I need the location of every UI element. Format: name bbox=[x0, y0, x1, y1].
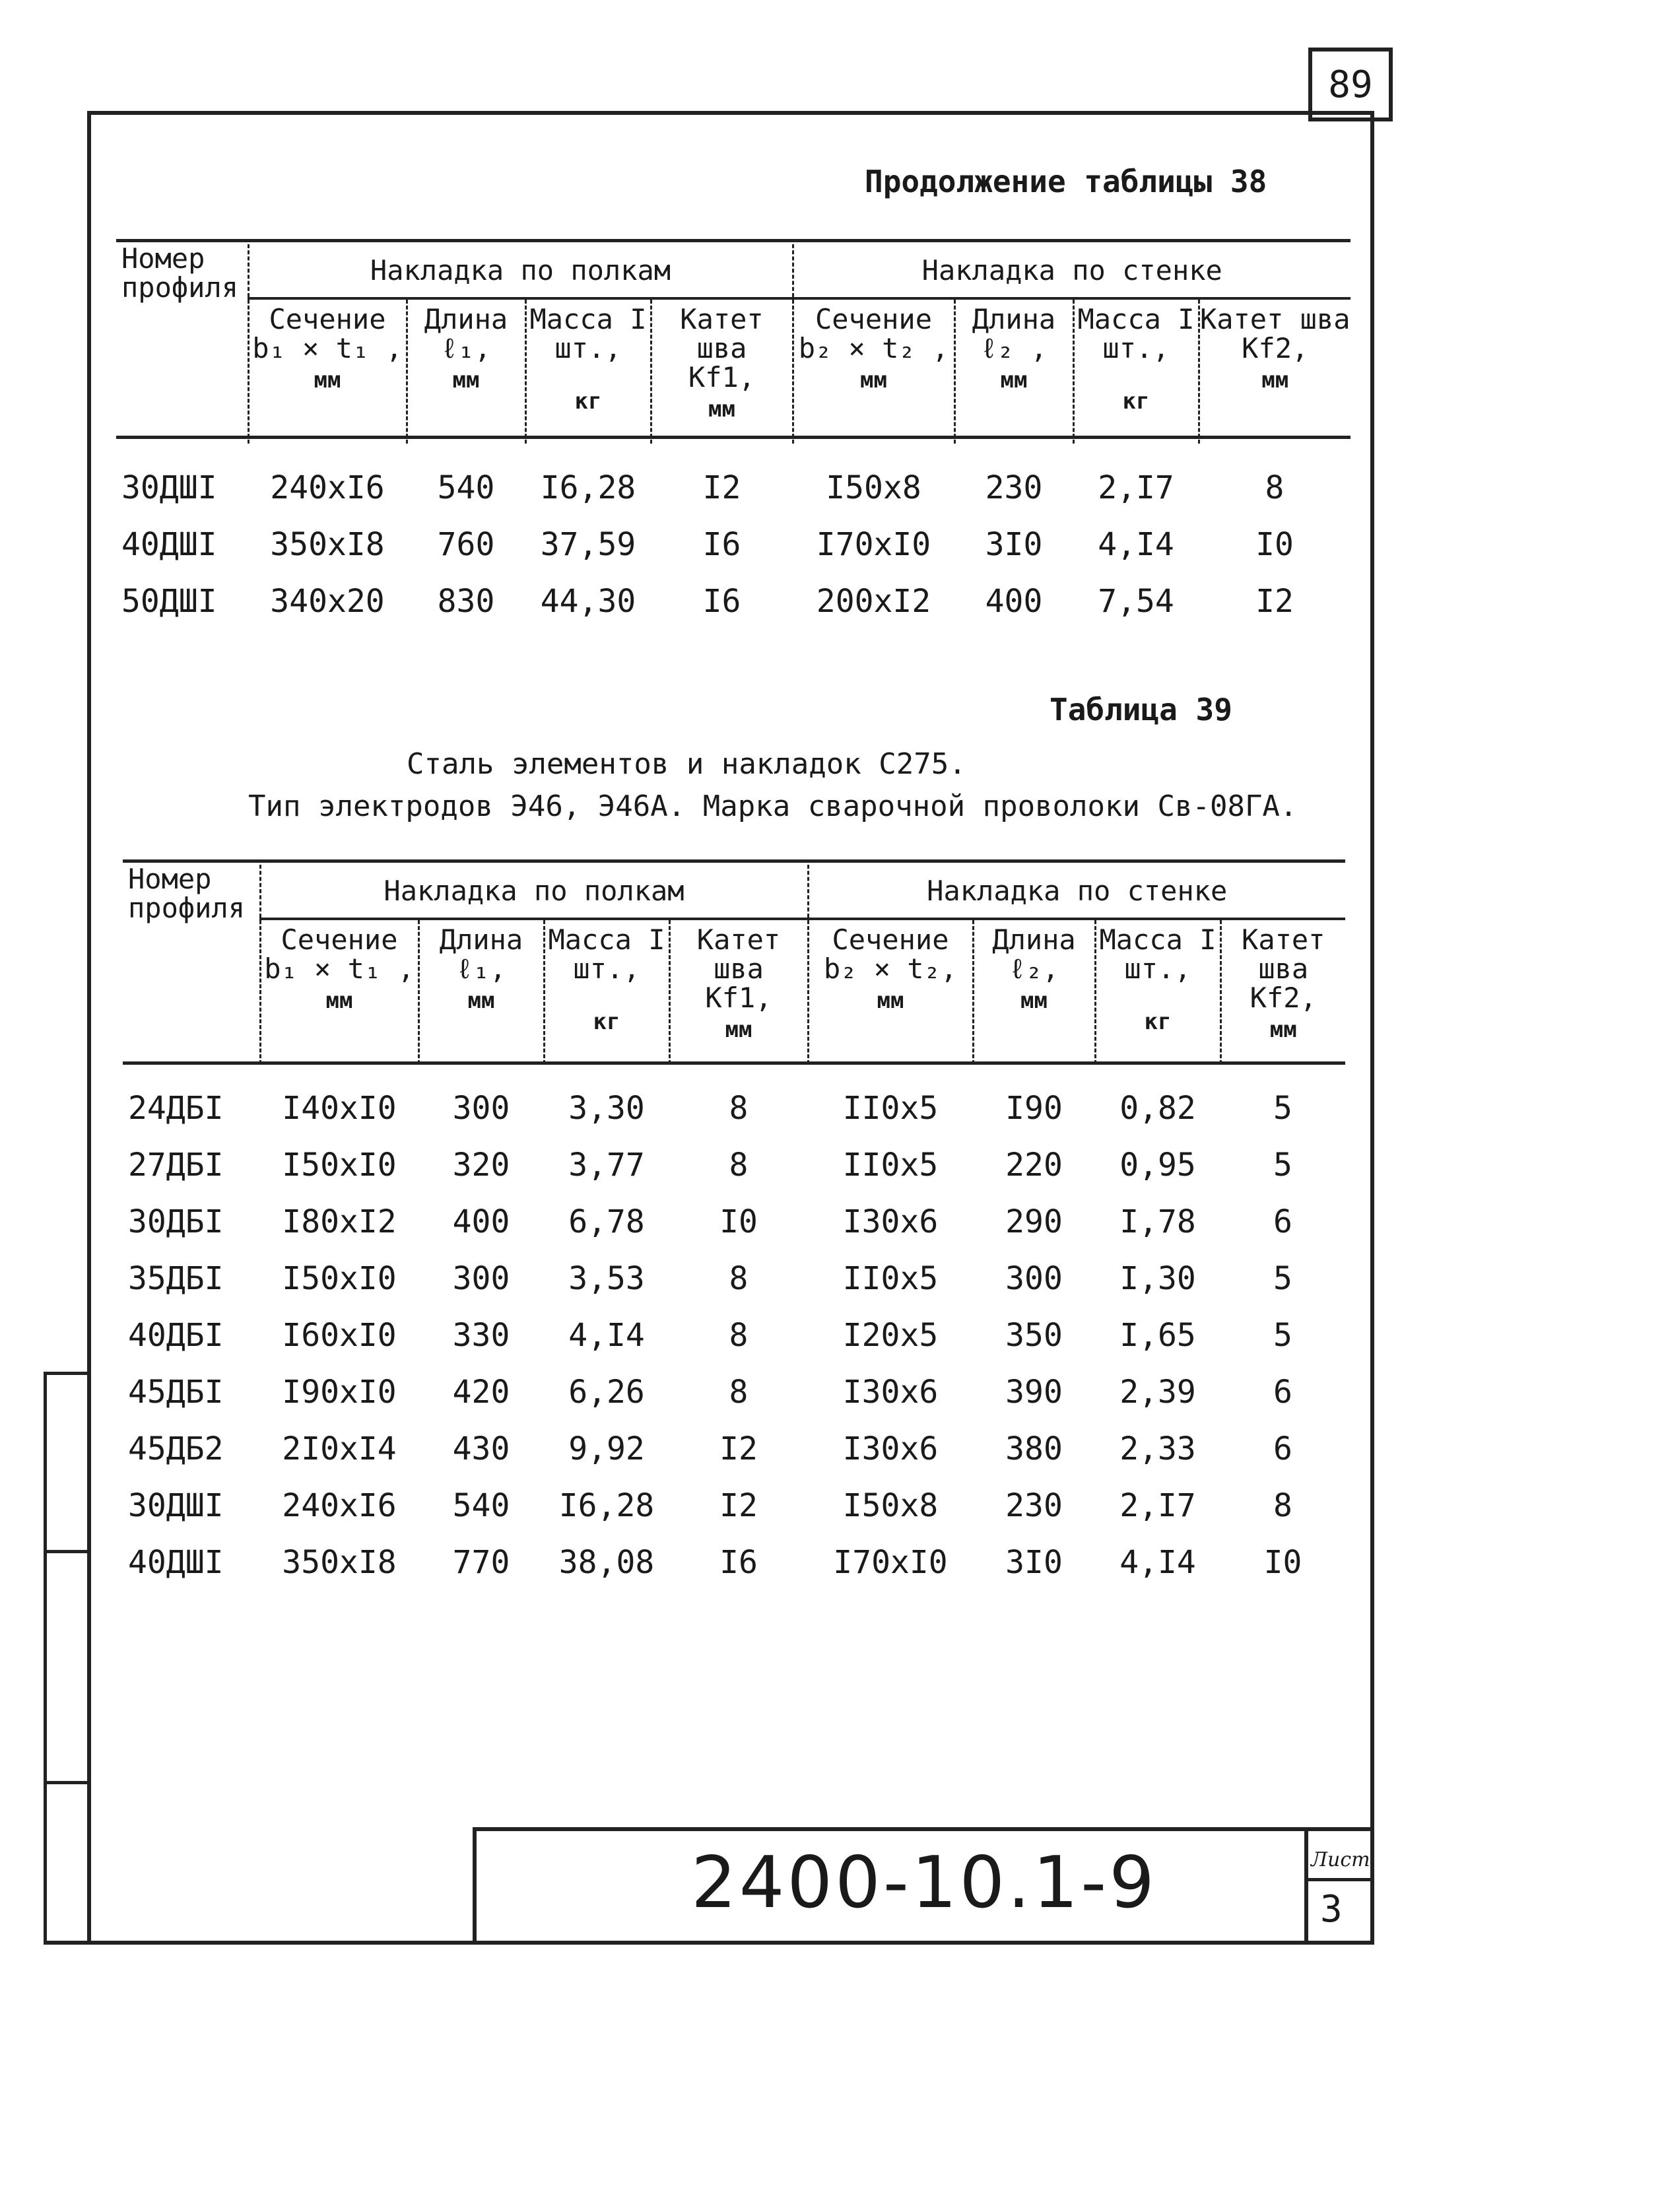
value-cell: 400 bbox=[452, 1203, 510, 1240]
header-weld2-label: Катет шва bbox=[1242, 923, 1325, 985]
header-mass1 bbox=[525, 298, 651, 444]
value-cell: 350 bbox=[1005, 1317, 1063, 1354]
header-web-group bbox=[793, 244, 1351, 298]
value-cell: 300 bbox=[452, 1090, 510, 1127]
header-length2 bbox=[973, 919, 1095, 1064]
value-cell: 3,30 bbox=[568, 1090, 645, 1127]
value-cell: 38,08 bbox=[558, 1544, 655, 1581]
header-unit: кг bbox=[1144, 1009, 1172, 1035]
value-cell: 540 bbox=[452, 1487, 510, 1524]
profile-cell: 45ДБI bbox=[128, 1374, 224, 1411]
header-length2-label: Длина bbox=[992, 923, 1076, 956]
value-cell: 2,33 bbox=[1119, 1430, 1196, 1467]
value-cell: I,30 bbox=[1119, 1260, 1196, 1297]
header-unit: мм bbox=[708, 396, 735, 422]
profile-cell: 24ДБI bbox=[128, 1090, 224, 1127]
value-cell: 300 bbox=[452, 1260, 510, 1297]
value-cell: 240хI6 bbox=[282, 1487, 397, 1524]
value-cell: 0,95 bbox=[1119, 1147, 1196, 1184]
profile-cell: 35ДБI bbox=[128, 1260, 224, 1297]
header-unit: мм bbox=[325, 988, 353, 1014]
header-unit: мм bbox=[1261, 367, 1289, 393]
value-cell: II0х5 bbox=[842, 1260, 939, 1297]
header-section2-formula: b₂ × t₂ , bbox=[798, 332, 949, 364]
header-flange-group bbox=[260, 865, 808, 919]
header-length1-formula: ℓ₁, bbox=[456, 953, 506, 985]
document-code: 2400-10.1-9 bbox=[691, 1842, 1157, 1924]
value-cell: 540 bbox=[437, 469, 495, 506]
profile-cell: 30ДШI bbox=[128, 1487, 224, 1524]
header-weld1 bbox=[669, 919, 808, 1064]
value-cell: I20х5 bbox=[842, 1317, 939, 1354]
table-row bbox=[123, 1477, 1345, 1534]
value-cell: 37,59 bbox=[540, 526, 636, 563]
frame-bottom-border bbox=[44, 1941, 1374, 1945]
header-length1 bbox=[418, 919, 544, 1064]
header-unit: мм bbox=[452, 367, 480, 393]
value-cell: I0 bbox=[719, 1203, 758, 1240]
value-cell: I40хI0 bbox=[282, 1090, 397, 1127]
header-length1-label: Длина bbox=[424, 303, 508, 335]
value-cell: 420 bbox=[452, 1374, 510, 1411]
profile-cell: 27ДБI bbox=[128, 1147, 224, 1184]
value-cell: I2 bbox=[719, 1430, 758, 1467]
header-weld1-formula: Kf1, bbox=[705, 982, 772, 1014]
side-stamp-cell bbox=[44, 1372, 90, 1553]
sheet-number: 3 bbox=[1320, 1888, 1343, 1931]
side-stamp-cell bbox=[44, 1550, 90, 1784]
value-cell: 6,26 bbox=[568, 1374, 645, 1411]
profile-cell: 30ДШI bbox=[121, 469, 217, 506]
profile-cell: 50ДШI bbox=[121, 583, 217, 620]
value-cell: II0х5 bbox=[842, 1147, 939, 1184]
profile-cell: 40ДШI bbox=[121, 526, 217, 563]
value-cell: 5 bbox=[1273, 1317, 1292, 1354]
header-length2-formula: ℓ₂, bbox=[1009, 953, 1059, 985]
header-weld2 bbox=[1220, 919, 1345, 1064]
table39-body bbox=[123, 1064, 1345, 1591]
header-section2 bbox=[793, 298, 954, 444]
value-cell: 3I0 bbox=[1005, 1544, 1063, 1581]
header-unit: кг bbox=[593, 1009, 620, 1035]
table-row bbox=[123, 1364, 1345, 1421]
value-cell: I60хI0 bbox=[282, 1317, 397, 1354]
value-cell: 8 bbox=[1265, 469, 1284, 506]
value-cell: 2I0хI4 bbox=[282, 1430, 397, 1467]
header-length2-label: Длина bbox=[972, 303, 1056, 335]
value-cell: I90 bbox=[1005, 1090, 1063, 1127]
value-cell: I50х8 bbox=[826, 469, 921, 506]
table39-title-line1: Сталь элементов и накладок С275. bbox=[407, 747, 966, 781]
table-row bbox=[123, 1064, 1345, 1137]
value-cell: I30х6 bbox=[842, 1203, 939, 1240]
header-weld2-label: Катет шва bbox=[1199, 303, 1351, 335]
value-cell: I0 bbox=[1263, 1544, 1302, 1581]
value-cell: I70хI0 bbox=[833, 1544, 948, 1581]
header-unit: мм bbox=[467, 988, 495, 1014]
header-unit: кг bbox=[574, 388, 602, 415]
header-length2-formula: ℓ₂ , bbox=[980, 332, 1048, 364]
value-cell: I50х8 bbox=[842, 1487, 939, 1524]
header-weld2-formula: Kf2, bbox=[1242, 332, 1309, 364]
value-cell: 230 bbox=[985, 469, 1043, 506]
table38 bbox=[116, 244, 1351, 630]
profile-cell: 40ДШI bbox=[128, 1544, 224, 1581]
header-flange-group-label: Накладка по полкам bbox=[384, 875, 684, 907]
page-number-text: 89 bbox=[1328, 63, 1373, 106]
stamp-top-border bbox=[473, 1827, 1374, 1831]
value-cell: 400 bbox=[985, 583, 1043, 620]
value-cell: 8 bbox=[729, 1374, 749, 1411]
value-cell: 430 bbox=[452, 1430, 510, 1467]
header-unit: мм bbox=[860, 367, 887, 393]
value-cell: 230 bbox=[1005, 1487, 1063, 1524]
table-row bbox=[116, 573, 1351, 630]
value-cell: 240хI6 bbox=[270, 469, 385, 506]
header-length1-label: Длина bbox=[439, 923, 523, 956]
header-section1-label: Сечение bbox=[269, 303, 386, 335]
table-row bbox=[123, 1534, 1345, 1591]
header-section2-formula: b₂ × t₂, bbox=[823, 953, 958, 985]
header-mass1-label: Масса I шт., bbox=[529, 303, 647, 364]
value-cell: 9,92 bbox=[568, 1430, 645, 1467]
header-web-group bbox=[808, 865, 1345, 919]
table-row bbox=[123, 1421, 1345, 1477]
value-cell: I30х6 bbox=[842, 1374, 939, 1411]
value-cell: 770 bbox=[452, 1544, 510, 1581]
value-cell: I2 bbox=[702, 469, 741, 506]
header-unit: мм bbox=[314, 367, 341, 393]
header-section1-formula: b₁ × t₁ , bbox=[264, 953, 415, 985]
header-mass2 bbox=[1073, 298, 1199, 444]
value-cell: 5 bbox=[1273, 1147, 1292, 1184]
header-profile-label: Номер профиля bbox=[128, 863, 246, 924]
value-cell: I70хI0 bbox=[816, 526, 931, 563]
frame-right-border bbox=[1370, 111, 1374, 1945]
table39-caption: Таблица 39 bbox=[1050, 692, 1232, 727]
value-cell: 200хI2 bbox=[816, 583, 931, 620]
header-profile bbox=[116, 244, 248, 444]
value-cell: I90хI0 bbox=[282, 1374, 397, 1411]
profile-cell: 45ДБ2 bbox=[128, 1430, 224, 1467]
value-cell: I80хI2 bbox=[282, 1203, 397, 1240]
stamp-left-border bbox=[473, 1827, 477, 1945]
header-weld1 bbox=[651, 298, 793, 444]
value-cell: 390 bbox=[1005, 1374, 1063, 1411]
header-length1 bbox=[407, 298, 525, 444]
value-cell: 4,I4 bbox=[1119, 1544, 1196, 1581]
table-row bbox=[123, 1307, 1345, 1364]
table38-top-rule bbox=[116, 239, 1351, 242]
value-cell: 380 bbox=[1005, 1430, 1063, 1467]
value-cell: 4,I4 bbox=[1098, 526, 1174, 563]
table39 bbox=[123, 865, 1345, 1591]
value-cell: 5 bbox=[1273, 1260, 1292, 1297]
header-length1-formula: ℓ₁, bbox=[441, 332, 491, 364]
sheet-label: Лист bbox=[1311, 1848, 1370, 1871]
header-section2 bbox=[808, 919, 973, 1064]
value-cell: 320 bbox=[452, 1147, 510, 1184]
value-cell: 6,78 bbox=[568, 1203, 645, 1240]
table38-caption: Продолжение таблицы 38 bbox=[865, 164, 1267, 199]
value-cell: 6 bbox=[1273, 1430, 1292, 1467]
header-section2-label: Сечение bbox=[815, 303, 932, 335]
header-mass1 bbox=[544, 919, 669, 1064]
value-cell: 300 bbox=[1005, 1260, 1063, 1297]
value-cell: 7,54 bbox=[1098, 583, 1174, 620]
header-flange-group-label: Накладка по полкам bbox=[370, 254, 671, 286]
value-cell: 330 bbox=[452, 1317, 510, 1354]
header-profile bbox=[123, 865, 260, 1064]
value-cell: 290 bbox=[1005, 1203, 1063, 1240]
header-unit: мм bbox=[725, 1017, 752, 1043]
value-cell: 350хI8 bbox=[270, 526, 385, 563]
value-cell: 0,82 bbox=[1119, 1090, 1196, 1127]
header-section1 bbox=[248, 298, 407, 444]
header-mass1-label: Масса I шт., bbox=[548, 923, 665, 985]
value-cell: I,78 bbox=[1119, 1203, 1196, 1240]
value-cell: I30х6 bbox=[842, 1430, 939, 1467]
header-profile-label: Номер профиля bbox=[121, 242, 239, 304]
header-section1-formula: b₁ × t₁ , bbox=[252, 332, 403, 364]
value-cell: I50хI0 bbox=[282, 1147, 397, 1184]
header-section2-label: Сечение bbox=[832, 923, 949, 956]
value-cell: 3,53 bbox=[568, 1260, 645, 1297]
frame-top-border bbox=[87, 111, 1374, 115]
value-cell: I6 bbox=[719, 1544, 758, 1581]
value-cell: 340х20 bbox=[270, 583, 385, 620]
value-cell: 6 bbox=[1273, 1203, 1292, 1240]
value-cell: 2,39 bbox=[1119, 1374, 1196, 1411]
table-row bbox=[116, 516, 1351, 573]
value-cell: I6 bbox=[702, 526, 741, 563]
profile-cell: 40ДБI bbox=[128, 1317, 224, 1354]
table-row bbox=[123, 1193, 1345, 1250]
header-web-group-label: Накладка по стенке bbox=[921, 254, 1222, 286]
value-cell: 8 bbox=[729, 1317, 749, 1354]
value-cell: 5 bbox=[1273, 1090, 1292, 1127]
value-cell: I6,28 bbox=[558, 1487, 655, 1524]
table39-title-line2: Тип электродов Э46, Э46А. Марка сварочной проволоки Св-08ГА. bbox=[248, 789, 1298, 823]
header-weld2 bbox=[1199, 298, 1351, 444]
value-cell: 2,I7 bbox=[1098, 469, 1174, 506]
header-unit: мм bbox=[877, 988, 904, 1014]
value-cell: I0 bbox=[1255, 526, 1294, 563]
value-cell: 3I0 bbox=[985, 526, 1043, 563]
table-row bbox=[116, 444, 1351, 516]
value-cell: 8 bbox=[729, 1147, 749, 1184]
header-unit: мм bbox=[1000, 367, 1028, 393]
header-weld1-formula: Kf1, bbox=[688, 361, 756, 393]
value-cell: 2,I7 bbox=[1119, 1487, 1196, 1524]
value-cell: 3,77 bbox=[568, 1147, 645, 1184]
table38-body bbox=[116, 444, 1351, 630]
header-mass2-label: Масса I шт., bbox=[1077, 303, 1195, 364]
header-weld1-label: Катет шва bbox=[680, 303, 764, 364]
header-web-group-label: Накладка по стенке bbox=[927, 875, 1228, 907]
value-cell: 6 bbox=[1273, 1374, 1292, 1411]
value-cell: 8 bbox=[1273, 1487, 1292, 1524]
profile-cell: 30ДБI bbox=[128, 1203, 224, 1240]
table-row bbox=[123, 1137, 1345, 1193]
header-section1 bbox=[260, 919, 418, 1064]
value-cell: 830 bbox=[437, 583, 495, 620]
value-cell: I50хI0 bbox=[282, 1260, 397, 1297]
header-length2 bbox=[954, 298, 1073, 444]
table39-top-rule bbox=[123, 859, 1345, 863]
value-cell: I2 bbox=[1255, 583, 1294, 620]
value-cell: 4,I4 bbox=[568, 1317, 645, 1354]
value-cell: I6 bbox=[702, 583, 741, 620]
value-cell: 8 bbox=[729, 1260, 749, 1297]
table-row bbox=[123, 1250, 1345, 1307]
value-cell: 350хI8 bbox=[282, 1544, 397, 1581]
header-unit: мм bbox=[1269, 1017, 1297, 1043]
value-cell: I6,28 bbox=[540, 469, 636, 506]
header-mass2 bbox=[1095, 919, 1220, 1064]
sheet-divider bbox=[1304, 1878, 1374, 1881]
header-unit: кг bbox=[1122, 388, 1150, 415]
header-mass2-label: Масса I шт., bbox=[1099, 923, 1217, 985]
header-weld1-label: Катет шва bbox=[696, 923, 781, 985]
value-cell: I,65 bbox=[1119, 1317, 1196, 1354]
value-cell: 220 bbox=[1005, 1147, 1063, 1184]
value-cell: 8 bbox=[729, 1090, 749, 1127]
header-flange-group bbox=[248, 244, 793, 298]
value-cell: II0х5 bbox=[842, 1090, 939, 1127]
side-stamp-cell bbox=[44, 1781, 90, 1944]
value-cell: 44,30 bbox=[540, 583, 636, 620]
header-weld2-formula: Kf2, bbox=[1250, 982, 1317, 1014]
header-unit: мм bbox=[1020, 988, 1048, 1014]
header-section1-label: Сечение bbox=[281, 923, 398, 956]
value-cell: I2 bbox=[719, 1487, 758, 1524]
value-cell: 760 bbox=[437, 526, 495, 563]
